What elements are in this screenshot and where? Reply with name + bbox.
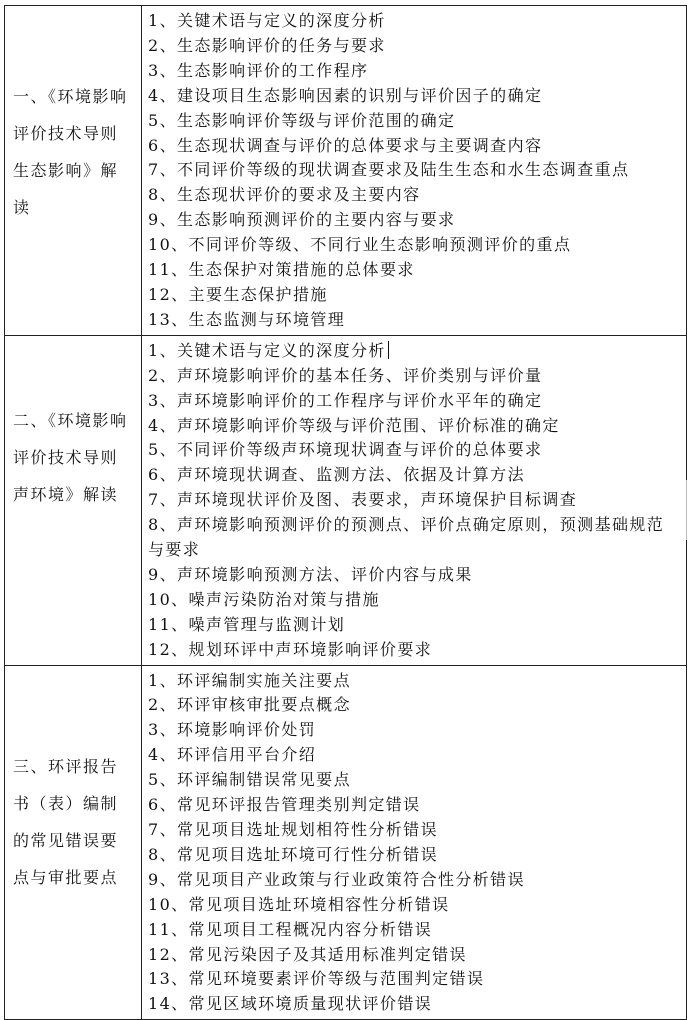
list-item: 13、常见环境要素评价等级与范围判定错误 bbox=[148, 969, 485, 989]
list-item: 4、环评信用平台介绍 bbox=[148, 745, 317, 765]
list-item: 12、主要生态保护措施 bbox=[148, 284, 328, 304]
list-item: 10、常见项目选址环境相容性分析错误 bbox=[148, 894, 450, 914]
list-item: 12、常见污染因子及其适用标准判定错误 bbox=[148, 944, 467, 964]
list-item: 12、规划环评中声环境影响评价要求 bbox=[148, 639, 433, 659]
section-title-cell bbox=[5, 335, 142, 665]
list-item: 11、噪声管理与监测计划 bbox=[148, 614, 346, 634]
list-item: 5、不同评价等级声环境现状调查与评价的总体要求 bbox=[148, 440, 543, 460]
section-title: 二、《环境影响评价技术导则 声环境》解读 bbox=[13, 410, 128, 504]
list-item: 7、常见项目选址规划相符性分析错误 bbox=[148, 820, 438, 839]
list-item: 9、生态影响预测评价的主要内容与要求 bbox=[148, 210, 456, 230]
list-item: 4、声环境影响评价等级与评价范围、评价标准的确定 bbox=[148, 415, 560, 435]
list-item: 11、常见项目工程概况内容分析错误 bbox=[148, 919, 433, 939]
list-item: 5、环评编制错误常见要点 bbox=[148, 770, 351, 790]
list-item: 6、生态现状调查与评价的总体要求与主要调查内容 bbox=[148, 135, 543, 155]
list-item: 9、声环境影响预测方法、评价内容与成果 bbox=[148, 564, 473, 584]
section-items-cell bbox=[142, 6, 687, 336]
list-item: 13、生态监测与环境管理 bbox=[148, 309, 346, 329]
list-item bbox=[148, 339, 680, 364]
list-item: 10、不同评价等级、不同行业生态影响预测评价的重点 bbox=[148, 235, 572, 255]
list-item: 11、生态保护对策措施的总体要求 bbox=[148, 260, 415, 280]
list-item: 10、噪声污染防治对策与措施 bbox=[148, 589, 380, 609]
list-item: 5、生态影响评价等级与评价范围的确定 bbox=[148, 110, 456, 130]
list-item: 1、关键术语与定义的深度分析 bbox=[148, 11, 386, 30]
list-item: 8、生态现状评价的要求及主要内容 bbox=[148, 185, 421, 205]
list-item: 9、常见项目产业政策与行业政策符合性分析错误 bbox=[148, 869, 525, 889]
section-row bbox=[5, 6, 687, 336]
section-items-list bbox=[142, 336, 686, 665]
course-outline-table bbox=[4, 5, 687, 1020]
list-item: 1、环评编制实施关注要点 bbox=[148, 670, 351, 690]
section-title: 三、环评报告书（表）编制的常见错误要点与审批要点 bbox=[13, 756, 119, 887]
section-title-cell bbox=[5, 6, 142, 336]
section-items-cell bbox=[142, 665, 687, 1020]
list-item: 2、声环境影响评价的基本任务、评价类别与评价量 bbox=[148, 365, 543, 385]
list-item: 8、声环境影响预测评价的预测点、评价点确定原则，预测基础规范与要求 bbox=[148, 515, 665, 560]
list-item: 8、常见项目选址环境可行性分析错误 bbox=[148, 844, 438, 864]
list-item: 3、声环境影响评价的工作程序与评价水平年的确定 bbox=[148, 390, 543, 410]
section-items-list bbox=[142, 666, 686, 1020]
text-cursor bbox=[388, 341, 389, 359]
section-title: 一、《环境影响评价技术导则 生态影响》解读 bbox=[13, 87, 128, 217]
list-item: 4、建设项目生态影响因素的识别与评价因子的确定 bbox=[148, 85, 543, 105]
list-item: 3、环境影响评价处罚 bbox=[148, 720, 317, 740]
section-title-cell bbox=[5, 665, 142, 1020]
page-edge-marker bbox=[686, 480, 693, 540]
list-item: 6、常见环评报告管理类别判定错误 bbox=[148, 795, 421, 815]
list-item: 3、生态影响评价的工作程序 bbox=[148, 60, 369, 80]
list-item: 2、生态影响评价的任务与要求 bbox=[148, 35, 386, 55]
section-row bbox=[5, 335, 687, 665]
list-item: 7、声环境现状评价及图、表要求，声环境保护目标调查 bbox=[148, 490, 578, 510]
list-item: 14、常见区域环境质量现状评价错误 bbox=[148, 994, 433, 1014]
section-row bbox=[5, 665, 687, 1020]
list-item: 6、声环境现状调查、监测方法、依据及计算方法 bbox=[148, 465, 525, 485]
list-item: 7、不同评价等级的现状调查要求及陆生生态和水生态调查重点 bbox=[148, 160, 630, 180]
list-item: 2、环评审核审批要点概念 bbox=[148, 695, 351, 715]
list-item-text: 1、关键术语与定义的深度分析 bbox=[148, 340, 386, 360]
section-items-cell bbox=[142, 335, 687, 665]
section-items-list bbox=[142, 6, 686, 335]
